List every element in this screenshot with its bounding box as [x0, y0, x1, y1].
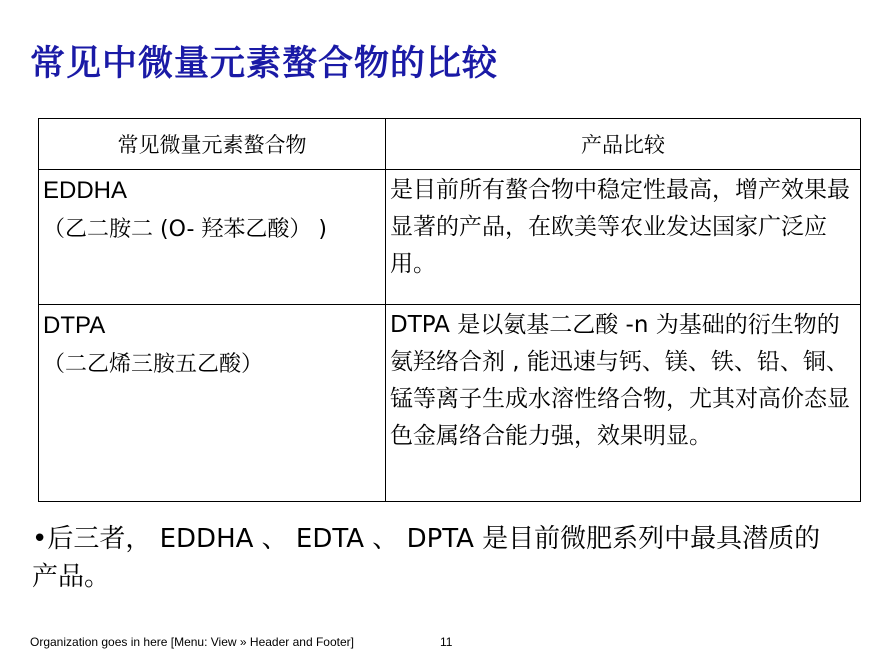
chelate-full-name: （乙二胺二 (O- 羟苯乙酸） ) — [43, 217, 328, 242]
summary-bullet: •后三者， EDDHA 、 EDTA 、 DPTA 是目前微肥系列中最具潜质的产品。 — [32, 524, 821, 592]
column-header-comparison: 产品比较 — [386, 119, 861, 170]
comparison-table — [38, 118, 861, 502]
footer-organization: Organization goes in here [Menu: View » Header and Footer] — [30, 635, 354, 649]
comparison-text: DTPA 是以氨基二乙酸 -n 为基础的衍生物的氨羟络合剂 , 能迅速与钙、镁、铁、铅、铜、锰等离子生成水溶性络合物，尤其对高价态显色金属络合能力强，效果明显。 — [390, 312, 850, 449]
chelate-name: EDDHA — [43, 177, 128, 204]
page-number: 11 — [440, 635, 453, 649]
table-row — [39, 170, 861, 305]
comparison-cell — [386, 305, 861, 502]
table-header-row — [39, 119, 861, 170]
column-header-chelate: 常见微量元素螯合物 — [39, 119, 386, 170]
chelate-full-name: （二乙烯三胺五乙酸） — [43, 352, 264, 377]
chelate-cell — [39, 170, 386, 305]
comparison-cell — [386, 170, 861, 305]
comparison-text: 是目前所有螯合物中稳定性最高，增产效果最显著的产品，在欧美等农业发达国家广泛应用。 — [390, 177, 850, 277]
chelate-name: DTPA — [43, 312, 106, 339]
slide-title: 常见中微量元素螯合物的比较 — [30, 44, 499, 84]
chelate-cell — [39, 305, 386, 502]
table-row — [39, 305, 861, 502]
